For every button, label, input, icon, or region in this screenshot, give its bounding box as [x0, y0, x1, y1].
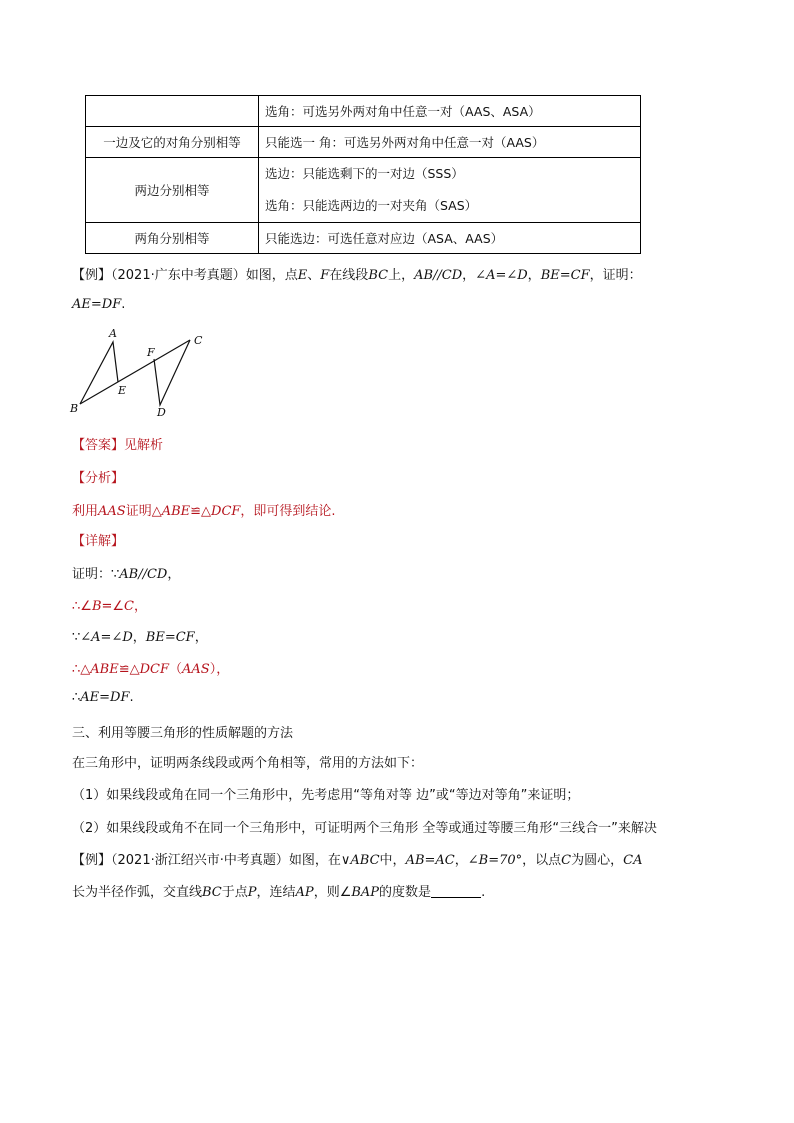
- math-var: BAP: [351, 885, 380, 900]
- text: ，以点: [522, 853, 562, 868]
- table-row: [86, 223, 641, 254]
- analysis-tag: 【分析】: [72, 471, 125, 486]
- geometry-figure: [66, 326, 216, 418]
- text: 、: [307, 268, 321, 283]
- table-row: [86, 158, 641, 223]
- text: 在线段: [329, 268, 369, 283]
- math-expr: AE=DF: [80, 690, 130, 705]
- table-row: [86, 96, 641, 127]
- math-expr: ∠A=∠D: [475, 268, 528, 283]
- text: ），: [209, 662, 230, 677]
- text: 的度数是: [379, 885, 432, 900]
- math-var: CA: [623, 853, 643, 868]
- text: （: [169, 662, 183, 677]
- text: ，: [132, 630, 146, 645]
- label-a: A: [109, 327, 117, 340]
- math-expr: AB//CD: [414, 268, 463, 283]
- answer-blank[interactable]: [431, 883, 481, 898]
- condition-table: [85, 95, 641, 254]
- math-var: ABE: [90, 662, 119, 677]
- example-tag: 【例】: [72, 268, 112, 283]
- table-cell: 两角分别相等: [86, 223, 259, 254]
- text: ，: [134, 599, 148, 614]
- table-cell: 一边及它的对角分别相等: [86, 127, 259, 158]
- text: ≌△: [190, 504, 212, 519]
- table-cell: [86, 96, 259, 127]
- text: ∵: [72, 630, 81, 645]
- text: 证明△: [125, 504, 162, 519]
- math-var: AP: [295, 885, 314, 900]
- text: 证明：∵: [72, 567, 120, 582]
- segment-ba-ae: [80, 342, 118, 404]
- text: ∴: [72, 690, 81, 705]
- text: 利用: [72, 504, 99, 519]
- proof-line-3: [72, 626, 208, 645]
- text: 长为半径作弧，交直线: [72, 885, 203, 900]
- label-b: B: [70, 402, 79, 415]
- text: 中，: [379, 853, 406, 868]
- text: ，: [527, 268, 541, 283]
- section-intro: 在三角形中，证明两条线段或两个角相等，常用的方法如下：: [72, 756, 424, 771]
- text: ≌△: [118, 662, 140, 677]
- math-var: DCF: [211, 504, 241, 519]
- text: ，则∠: [313, 885, 352, 900]
- text: 于点: [221, 885, 248, 900]
- math-expr: ∠B=70°: [467, 853, 523, 868]
- label-d: D: [157, 406, 166, 418]
- math-expr: ∨ABC: [340, 853, 380, 868]
- math-var: ABE: [161, 504, 191, 519]
- text: ∴△: [72, 662, 91, 677]
- text: .: [121, 297, 126, 312]
- table-cell: 只能选一 角：可选另外两对角中任意一对（AAS）: [259, 127, 641, 158]
- segment-cd-df: [154, 340, 190, 405]
- example-2-line-1: [72, 849, 642, 868]
- example-1-statement: [72, 264, 642, 283]
- text: 如图，在: [288, 853, 341, 868]
- math-expr: BE=CF: [145, 630, 195, 645]
- label-f: F: [147, 346, 155, 359]
- table-cell: 选角：可选另外两对角中任意一对（AAS、ASA）: [259, 96, 641, 127]
- label-e: E: [118, 384, 127, 397]
- text: ，: [454, 853, 468, 868]
- text: ，证明：: [589, 268, 642, 283]
- text: 如图，点: [245, 268, 298, 283]
- method-2: （2）如果线段或角不在同一个三角形中，可证明两个三角形 全等或通过等腰三角形“三线合一”来解决: [72, 821, 657, 836]
- label-c: C: [194, 334, 203, 347]
- table-cell: 两边分别相等: [86, 158, 259, 223]
- math-var: BC: [202, 885, 222, 900]
- proof-line-5: [72, 690, 134, 705]
- proof-line-2: [72, 595, 147, 614]
- table-cell: 只能选边：可选任意对应边（ASA、AAS）: [259, 223, 641, 254]
- math-var: C: [561, 853, 572, 868]
- answer-tag: 【答案】: [72, 438, 125, 453]
- math-var: BC: [368, 268, 389, 283]
- section-heading: 三、利用等腰三角形的性质解题的方法: [72, 726, 294, 741]
- text: ，连结: [256, 885, 296, 900]
- math-var: P: [247, 885, 257, 900]
- math-expr: AB//CD: [119, 567, 168, 582]
- math-var: C: [124, 599, 134, 614]
- math-expr: AE=DF: [72, 297, 122, 312]
- example-source: （2021·浙江绍兴市·中考真题）: [111, 853, 289, 868]
- example-tag: 【例】: [72, 853, 112, 868]
- text: =∠: [101, 599, 125, 614]
- math-expr: BE=CF: [540, 268, 590, 283]
- math-var: AAS: [182, 662, 210, 677]
- math-var: AAS: [98, 504, 126, 519]
- math-expr: AB=AC: [405, 853, 455, 868]
- math-var: E: [297, 268, 308, 283]
- table-cell: [259, 158, 641, 223]
- text: 为圆心，: [571, 853, 624, 868]
- answer-line: [72, 434, 163, 453]
- table-row: [86, 127, 641, 158]
- method-1: （1）如果线段或角在同一个三角形中，先考虑用“等角对等 边”或“等边对等角”来证明；: [72, 788, 580, 803]
- text: ∴∠: [72, 599, 92, 614]
- text: ，: [462, 268, 476, 283]
- math-var: DCF: [139, 662, 169, 677]
- answer-text: 见解析: [124, 438, 164, 453]
- cell-line: 选角：只能选两边的一对夹角（SAS）: [265, 198, 478, 213]
- math-var: B: [91, 599, 102, 614]
- detail-tag: 【详解】: [72, 534, 125, 549]
- text: .: [129, 690, 134, 705]
- text: ，: [194, 630, 208, 645]
- cell-line: 选边：只能选剩下的一对边（SSS）: [265, 166, 464, 181]
- analysis-text: [72, 500, 336, 519]
- example-1-goal: [72, 297, 125, 312]
- text: ，: [167, 567, 181, 582]
- math-expr: ∠A=∠D: [80, 630, 133, 645]
- proof-line-4: [72, 658, 229, 677]
- example-source: （2021·广东中考真题）: [111, 268, 246, 283]
- text: ，即可得到结论.: [240, 504, 336, 519]
- math-var: F: [320, 268, 330, 283]
- text: 上，: [388, 268, 415, 283]
- example-2-line-2: [72, 881, 485, 900]
- proof-line-1: [72, 563, 180, 582]
- text: .: [481, 885, 486, 900]
